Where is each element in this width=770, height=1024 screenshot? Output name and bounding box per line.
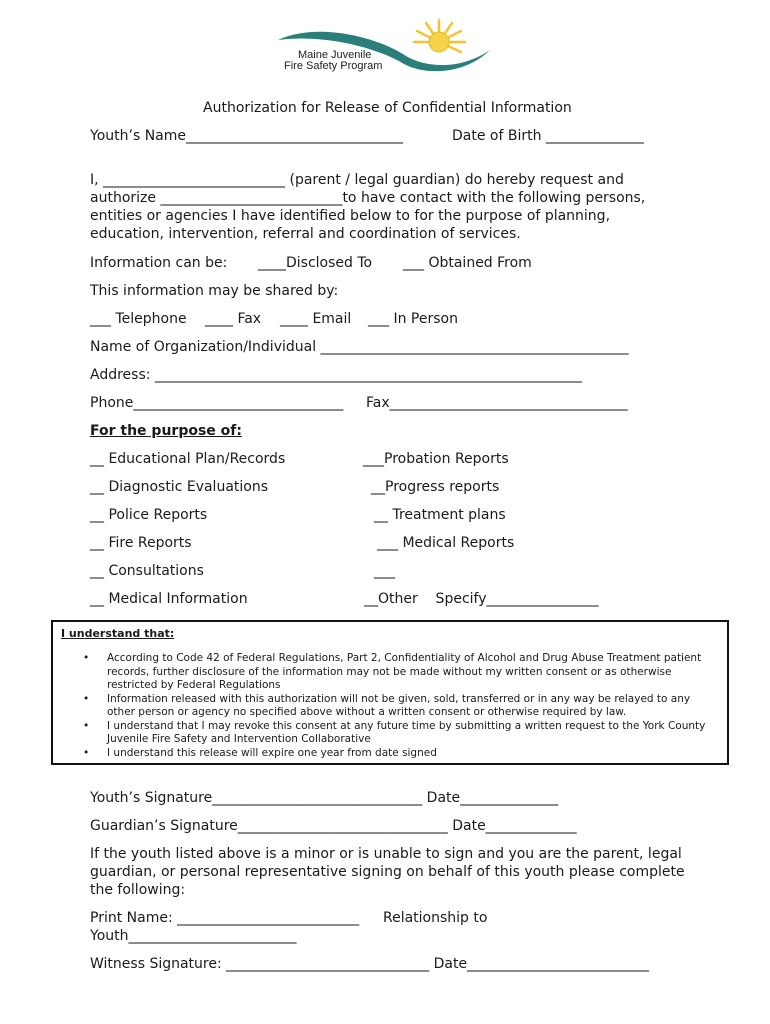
list-item [53, 652, 719, 693]
youth-name-field[interactable]: Youth’s Name_______________________________ [90, 128, 403, 144]
list-item [53, 693, 719, 720]
guardian-signature-field[interactable]: Guardian’s Signature______________________________ Date_____________ [90, 818, 577, 834]
understand-item-text: Information released with this authorization will not be given, sold, transferred or in any way be relayed to any other person or agency no specified above without a written consent or otherwise required by law. [107, 692, 691, 718]
purpose-educational-plan[interactable]: __ Educational Plan/Records [90, 451, 286, 467]
understand-item-text: I understand this release will expire one year from date signed [107, 746, 437, 759]
email-option[interactable]: ____ Email [280, 311, 352, 327]
purpose-medical-reports[interactable]: ___ Medical Reports [377, 535, 515, 551]
purpose-heading: For the purpose of: [90, 423, 242, 439]
bullet-icon: • [83, 746, 90, 759]
purpose-blank[interactable]: ___ [374, 563, 395, 579]
list-item [53, 720, 719, 747]
fax-option[interactable]: ____ Fax [205, 311, 262, 327]
program-logo [276, 16, 494, 76]
understand-item-text: I understand that I may revoke this consent at any future time by submitting a written request to the York County Juvenile Fire Safety and Intervention Collaborative [107, 719, 706, 745]
in-person-option[interactable]: ___ In Person [368, 311, 458, 327]
document-title: Authorization for Release of Confidential Information [203, 100, 572, 116]
sun-icon [414, 20, 465, 52]
bullet-icon: • [83, 692, 90, 705]
shared-by-label: This information may be shared by: [90, 283, 339, 299]
obtained-from-option[interactable]: ___ Obtained From [403, 255, 532, 271]
understand-item-text: According to Code 42 of Federal Regulations, Part 2, Confidentiality of Alcohol and Drug Abuse Treatment patient records, further disclosure of the information may not be made without my written consent or as otherwise restricted by Federal Regulations [107, 652, 702, 691]
purpose-medical-information[interactable]: __ Medical Information [90, 591, 248, 607]
purpose-police-reports[interactable]: __ Police Reports [90, 507, 208, 523]
purpose-fire-reports[interactable]: __ Fire Reports [90, 535, 192, 551]
logo-line-2: Fire Safety Program [284, 60, 383, 72]
information-label: Information can be: [90, 255, 228, 271]
fax-field[interactable]: Fax__________________________________ [366, 395, 628, 411]
purpose-other-specify[interactable]: __Other Specify________________ [364, 591, 599, 607]
purpose-consultations[interactable]: __ Consultations [90, 563, 204, 579]
understand-box [51, 620, 729, 765]
relationship-youth-field[interactable]: Youth________________________ [90, 928, 297, 944]
purpose-probation-reports[interactable]: ___Probation Reports [363, 451, 509, 467]
date-of-birth-field[interactable]: Date of Birth ______________ [452, 128, 644, 144]
print-name-field[interactable]: Print Name: __________________________ [90, 910, 360, 926]
list-item [53, 747, 719, 761]
purpose-treatment-plans[interactable]: __ Treatment plans [374, 507, 506, 523]
disclosed-to-option[interactable]: ____Disclosed To [258, 255, 373, 271]
organization-field[interactable]: Name of Organization/Individual ____________________________________________ [90, 339, 629, 355]
relationship-label: Relationship to [383, 910, 488, 926]
purpose-progress-reports[interactable]: __Progress reports [371, 479, 500, 495]
witness-signature-field[interactable]: Witness Signature: _____________________________ Date__________________________ [90, 956, 650, 972]
purpose-diagnostic-evaluations[interactable]: __ Diagnostic Evaluations [90, 479, 269, 495]
understand-list [53, 652, 719, 760]
understand-heading: I understand that: [61, 627, 175, 640]
bullet-icon: • [83, 652, 90, 664]
address-field[interactable]: Address: _____________________________________________________________ [90, 367, 582, 383]
intro-paragraph: I, __________________________ (parent / legal guardian) do hereby request and authorize __________________________to have contact with the following persons, entities or agencies I have identified below to for the purpose of planning, education, intervention, referral and coordination of services. [90, 172, 646, 242]
minor-paragraph: If the youth listed above is a minor or is unable to sign and you are the parent, legal guardian, or personal representative signing on behalf of this youth please complete the following: [90, 846, 685, 898]
youth-signature-field[interactable]: Youth’s Signature______________________________ Date______________ [90, 790, 559, 806]
phone-field[interactable]: Phone______________________________ [90, 395, 344, 411]
logo-line-1: Maine Juvenile [298, 49, 372, 61]
telephone-option[interactable]: ___ Telephone [90, 311, 187, 327]
bullet-icon: • [83, 719, 90, 732]
